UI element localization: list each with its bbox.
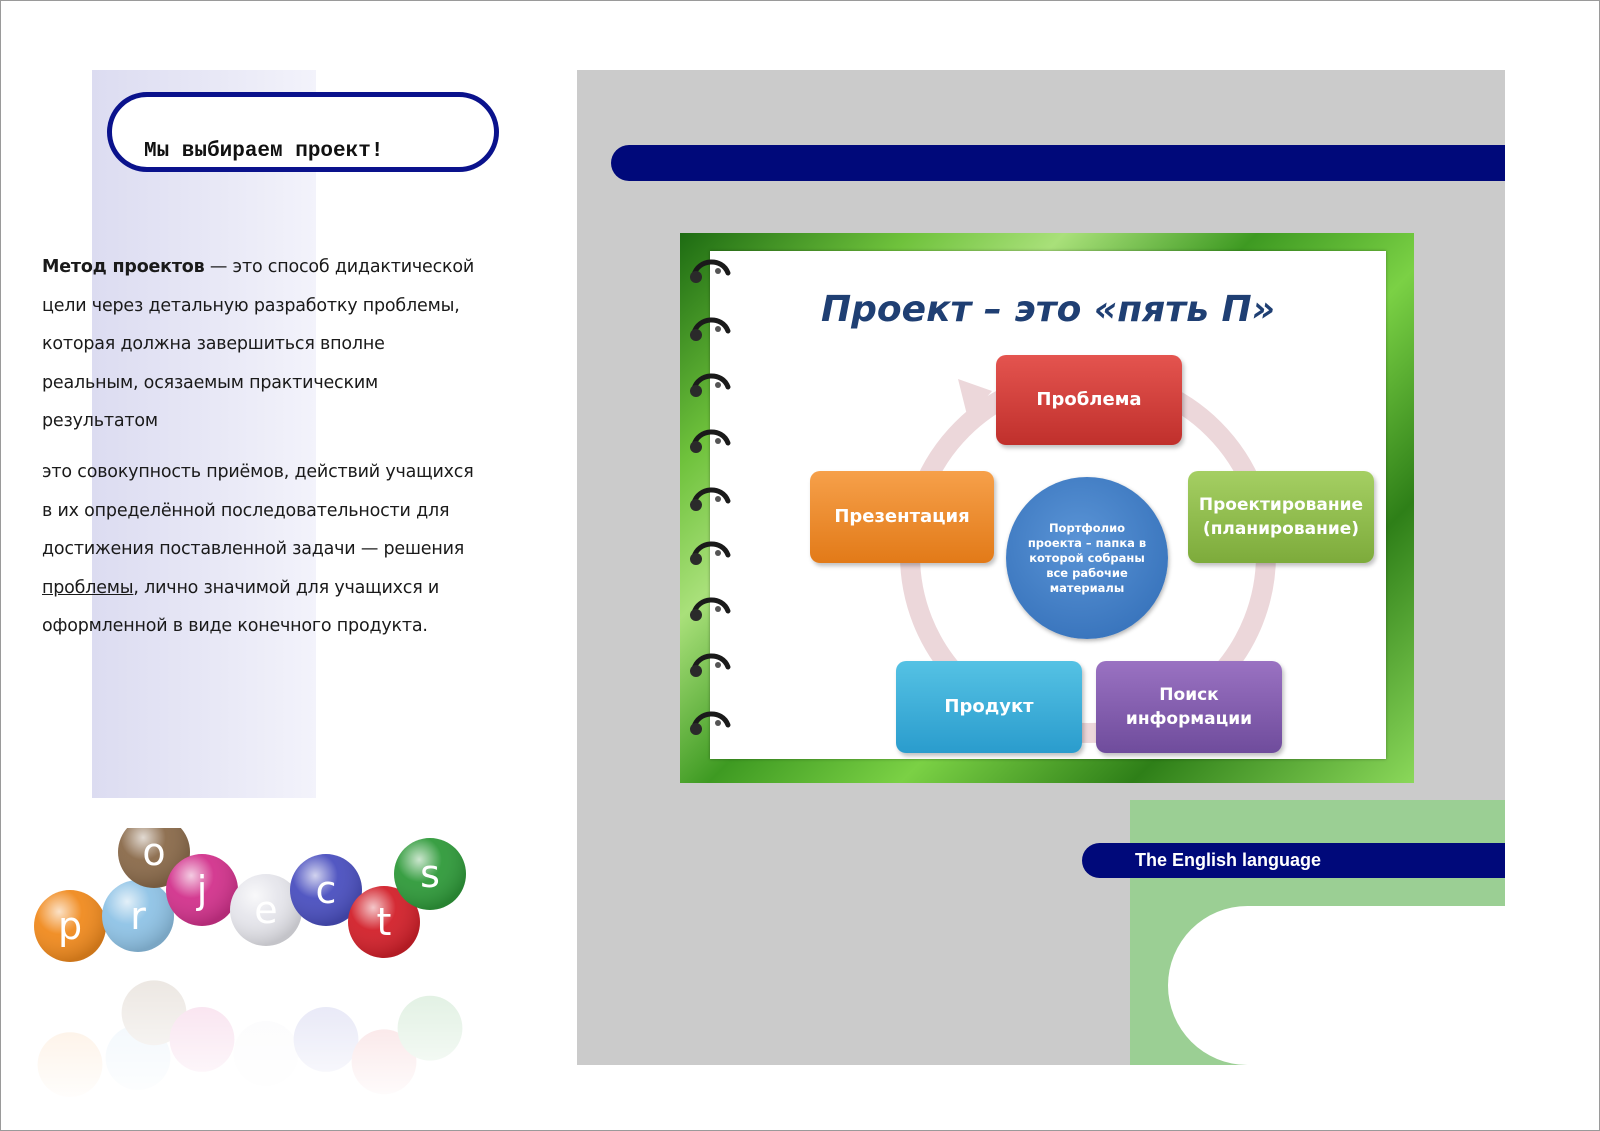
problem-link[interactable]: проблемы (42, 577, 134, 598)
spiral-ring (688, 425, 734, 455)
diagram-title: Проект – это «пять П» (821, 289, 1275, 330)
ball-letter-j: j (196, 868, 208, 912)
definition-paragraph (42, 248, 482, 441)
box-design: Проектирование (планирование) (1188, 471, 1374, 563)
notebook-page (710, 251, 1386, 759)
definition-term: Метод проектов (42, 257, 205, 277)
spiral-ring (688, 483, 734, 513)
page-title: Мы выбираем проект! (144, 140, 384, 163)
spiral-ring (688, 313, 734, 343)
ball-letter-e: e (254, 888, 278, 932)
ball-letter-p: p (57, 904, 83, 948)
ball-letter-o: o (142, 830, 166, 874)
notebook-image (680, 233, 1414, 783)
spiral-ring (688, 649, 734, 679)
spiral-ring (688, 255, 734, 285)
box-problem: Проблема (996, 355, 1182, 445)
top-blue-bar (611, 145, 1505, 181)
projects-balls-logo (30, 828, 490, 1108)
spiral-ring (688, 707, 734, 737)
spiral-ring (688, 369, 734, 399)
definition-text: — это способ дидактической цели через детальную разработку проблемы, которая должна завершиться вполне реальным, осязаемым практическим результатом (42, 257, 475, 431)
white-curve-shape (1168, 906, 1505, 1065)
box-product: Продукт (896, 661, 1082, 753)
box-presentation: Презентация (810, 471, 994, 563)
portfolio-circle: Портфолио проекта – папка в которой собраны все рабочие материалы (1006, 477, 1168, 639)
ball-letter-r: r (130, 894, 146, 938)
method-text-end: , лично значимой для учащихся и оформленной в виде конечного продукта. (42, 577, 440, 636)
spiral-ring (688, 537, 734, 567)
footer-label: The English language (1135, 850, 1322, 870)
method-paragraph (42, 453, 482, 646)
ball-letter-t: t (376, 900, 392, 944)
method-text-start: это совокупность приёмов, действий учащихся в их определённой последовательности для достижения поставленной задачи — решения (42, 462, 474, 559)
box-search: Поиск информации (1096, 661, 1282, 753)
ball-letter-c: c (315, 868, 337, 912)
ball-letter-s: s (420, 852, 440, 896)
spiral-ring (688, 593, 734, 623)
